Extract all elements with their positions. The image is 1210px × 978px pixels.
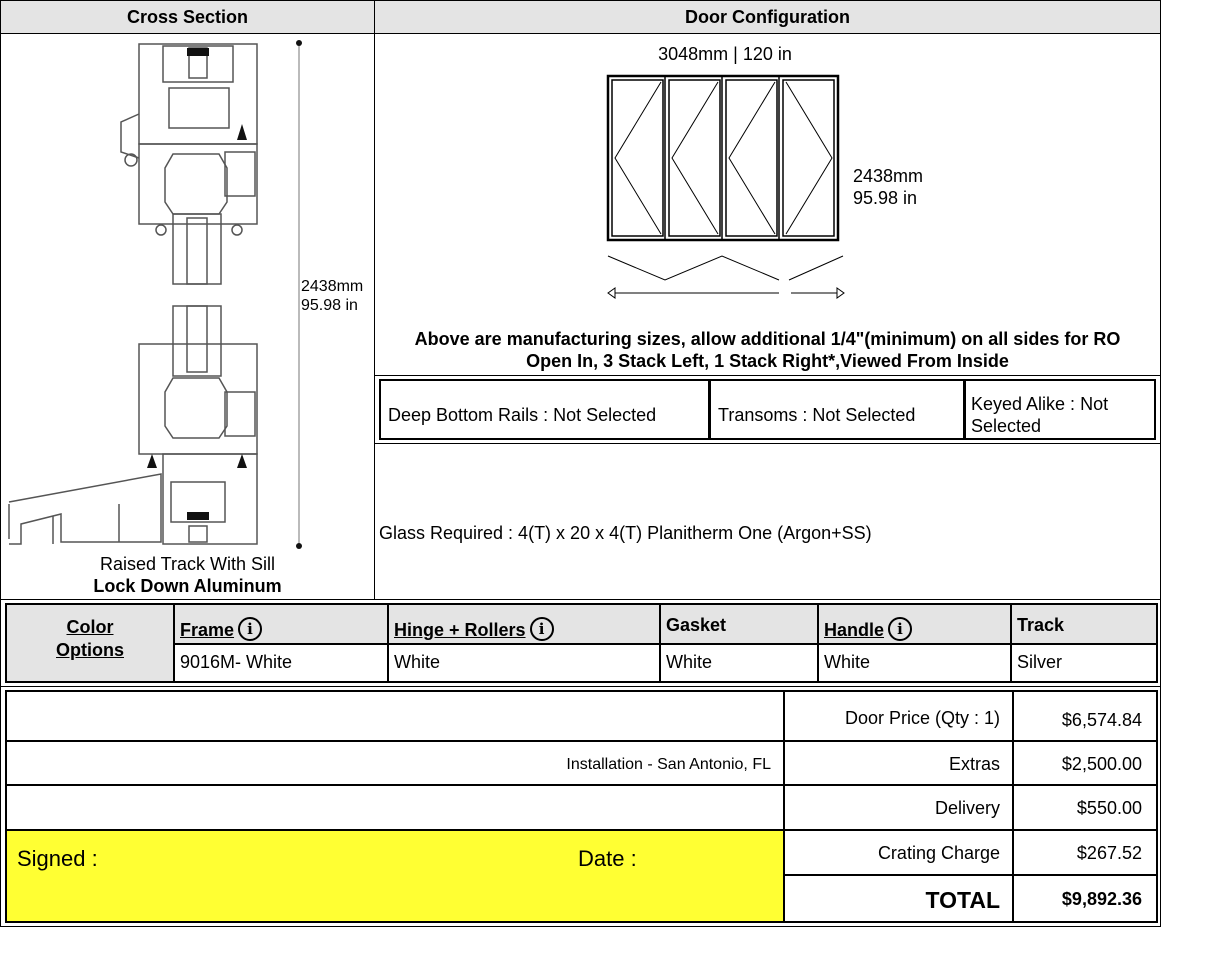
deep-bottom-rails-option: Deep Bottom Rails : Not Selected (379, 379, 710, 440)
door-width-label: 3048mm | 120 in (658, 44, 792, 64)
color-options-title: Color Options (56, 617, 124, 660)
door-height-mm: 2438mm (853, 166, 924, 186)
handle-header: Handle i (817, 603, 1012, 645)
track-type-label: Raised Track With Sill (99, 554, 276, 574)
cross-section-header: Cross Section (0, 0, 375, 34)
door-configuration-panel (374, 33, 1161, 376)
handle-info-icon[interactable]: i (888, 617, 912, 641)
lock-type-label: Lock Down Aluminum (93, 576, 282, 596)
installation-note: Installation - San Antonio, FL (5, 740, 785, 786)
pricing-section (0, 686, 1161, 927)
gasket-color-value: White (659, 643, 819, 683)
delivery-label: Delivery (783, 784, 1014, 831)
cross-section-height (301, 277, 363, 315)
total-value: $9,892.36 (1012, 874, 1158, 923)
signed-label: Signed : (17, 846, 98, 871)
glass-required: Glass Required : 4(T) x 20 x 4(T) Planitherm One (Argon+SS) (374, 443, 1161, 600)
hinge-rollers-color-value: White (387, 643, 661, 683)
transoms-option: Transoms : Not Selected (709, 379, 965, 440)
frame-color-value: 9016M- White (173, 643, 389, 683)
manufacturing-note (375, 328, 1160, 372)
track-color-value: Silver (1010, 643, 1158, 683)
opening-config-line: Open In, 3 Stack Left, 1 Stack Right*,Viewed From Inside (526, 351, 1009, 371)
date-label: Date : (578, 846, 637, 871)
handle-color-value: White (817, 643, 1012, 683)
crating-charge-value: $267.52 (1012, 829, 1158, 876)
door-height-label (853, 165, 923, 209)
color-options-section (0, 599, 1161, 687)
signature-area[interactable] (5, 829, 785, 923)
cross-section-drawing (1, 34, 374, 599)
cross-section-caption (1, 553, 374, 597)
door-price-label: Door Price (Qty : 1) (783, 690, 1014, 742)
hinge-rollers-header: Hinge + Rollers i (387, 603, 661, 645)
door-height-in: 95.98 in (853, 188, 918, 208)
extras-value: $2,500.00 (1012, 740, 1158, 786)
manufacturing-note-line1: Above are manufacturing sizes, allow additional 1/4"(minimum) on all sides for RO (414, 329, 1121, 349)
pricing-blank-row-2 (5, 784, 785, 831)
keyed-alike-option: Keyed Alike : Not Selected (964, 379, 1156, 440)
total-label: TOTAL (783, 874, 1014, 923)
options-row (374, 375, 1161, 444)
pricing-blank-row-1 (5, 690, 785, 742)
door-configuration-header: Door Configuration (374, 0, 1161, 34)
frame-header: Frame i (173, 603, 389, 645)
crating-charge-label: Crating Charge (783, 829, 1014, 876)
delivery-value: $550.00 (1012, 784, 1158, 831)
cross-section-panel (0, 33, 375, 600)
door-price-value: $6,574.84 (1012, 690, 1158, 742)
hinge-rollers-info-icon[interactable]: i (530, 617, 554, 641)
cross-section-height-in: 95.98 in (301, 297, 358, 314)
cross-section-height-mm: 2438mm (301, 278, 364, 295)
frame-info-icon[interactable]: i (238, 617, 262, 641)
track-header: Track (1010, 603, 1158, 645)
extras-label: Extras (783, 740, 1014, 786)
gasket-header: Gasket (659, 603, 819, 645)
door-elevation-drawing (375, 34, 1160, 334)
